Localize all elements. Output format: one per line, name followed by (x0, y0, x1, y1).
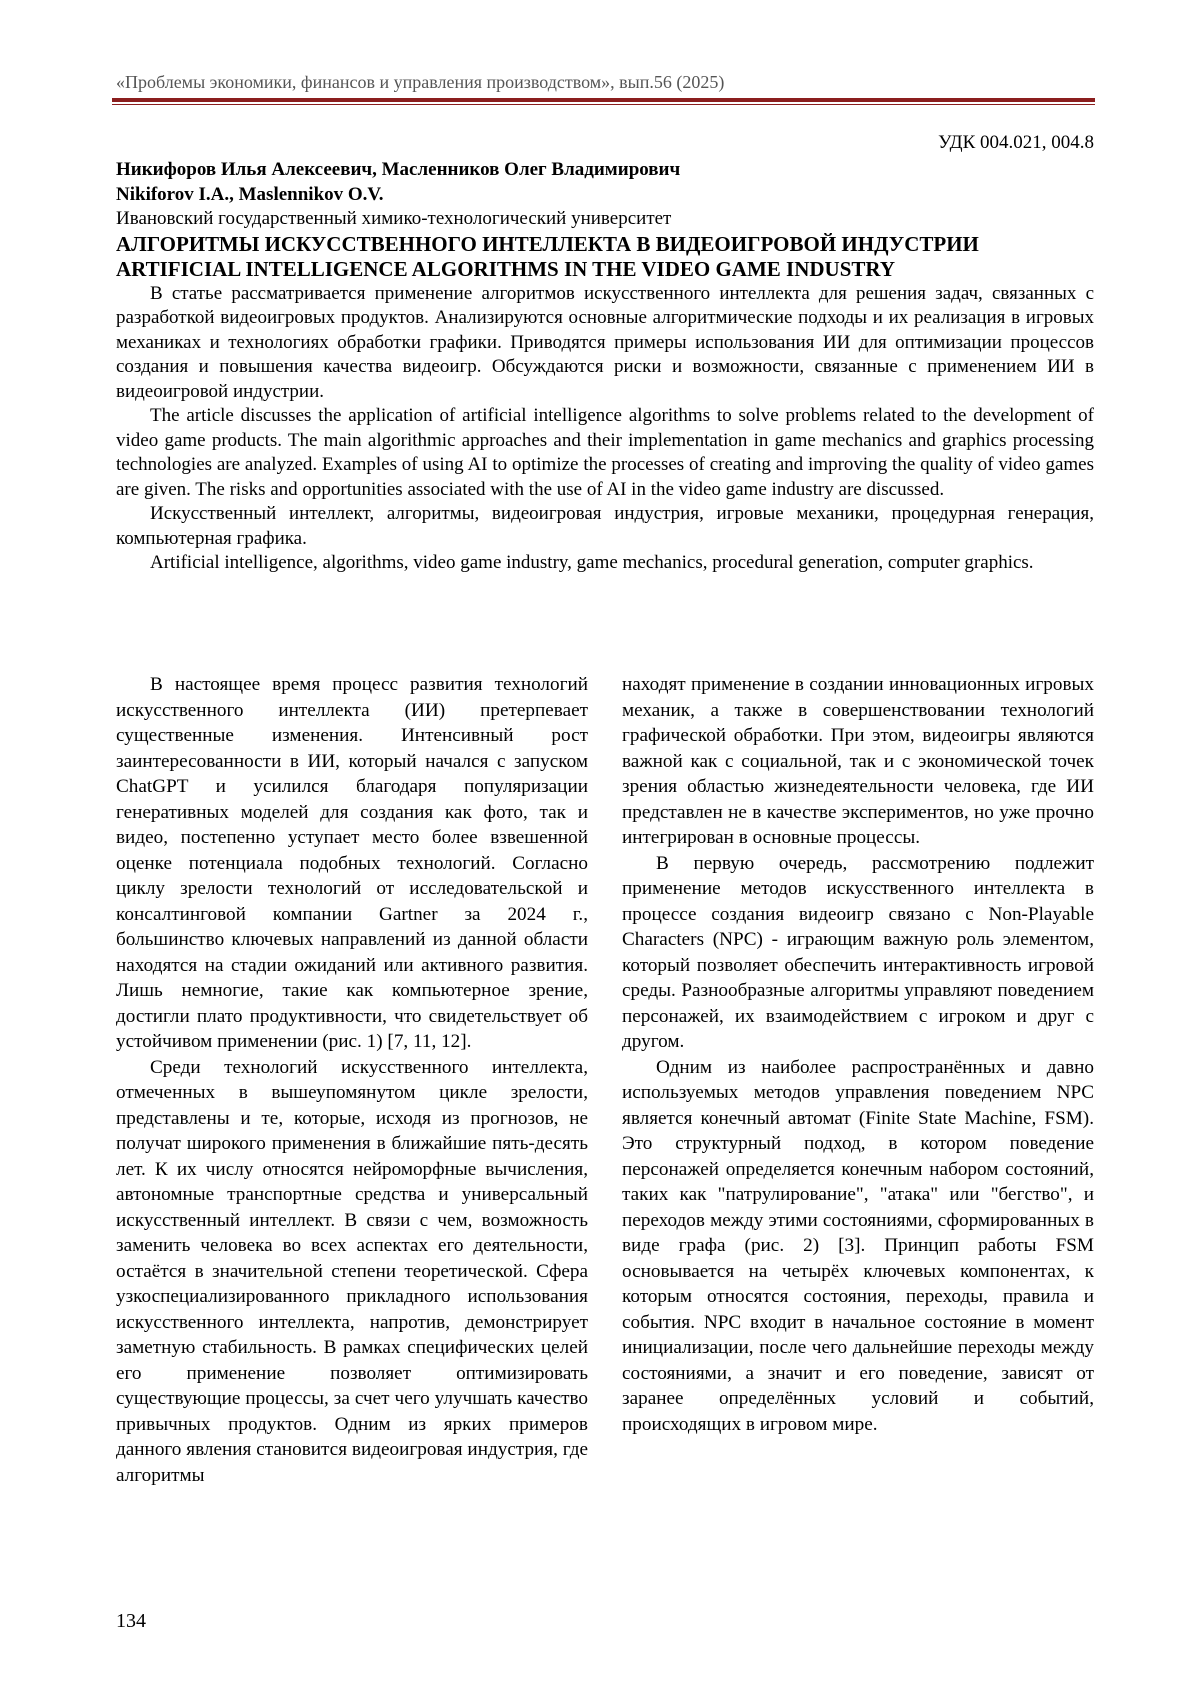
body-paragraph: В настоящее время процесс развития технологий искусственного интеллекта (ИИ) претерпевает существенные изменения. Интенсивный рост заинтересованности в ИИ, который начался с запуском ChatGPT и усилился благодаря популяризации генеративных моделей для создания как фото, так и видео, постепенно уступает место более взвешенной оценке потенциала подобных технологий. Согласно циклу зрелости технологий от исследовательской и консалтинговой компании Gartner за 2024 г., большинство ключевых направлений из данной области находятся на стадии ожиданий или активного развития. Лишь немногие, такие как компьютерное зрение, достигли плато продуктивности, что свидетельствует об устойчивом применении (рис. 1) [7, 11, 12]. (116, 674, 588, 1052)
right-column (622, 672, 1094, 1437)
body-paragraph: В первую очередь, рассмотрению подлежит применение методов искусственного интеллекта в процессе создания видеоигр связано с Non-Playable Characters (NPC) - играющим важную роль элементом, который позволяет обеспечить интерактивность игровой среды. Разнообразные алгоритмы управляют поведением персонажей, их взаимодействием с игроком и друг с другом. (622, 852, 1094, 1052)
body-paragraph: Среди технологий искусственного интеллекта, отмеченных в вышеупомянутом цикле зрелости, представлены и те, которые, исходя из прогнозов, не получат широкого применения в ближайшие пять-десять лет. К их числу относятся нейроморфные вычисления, автономные транспортные средства и универсальный искусственный интеллект. В связи с чем, возможность заменить человека во всех аспектах его деятельности, остаётся в значительной степени теоретической. Сфера узкоспециализированного прикладного использования искусственного интеллекта, напротив, демонстрирует заметную стабильность. В рамках специфических целей его применение позволяет оптимизировать существующие процессы, за счет чего улучшать качество привычных продуктов. Одним из ярких примеров данного явления становится видеоигровая индустрия, где алгоритмы (116, 1056, 588, 1486)
affiliation: Ивановский государственный химико-технологический университет (116, 208, 672, 229)
body-paragraph-continuation: находят применение в создании инновационных игровых механик, а также в совершенствовании технологий графической обработки. При этом, видеоигры являются важной как с социальной, так и с экономической точек зрения областью жизнедеятельности человека, где ИИ представлен не в качестве экспериментов, но уже прочно интегрирован в основные процессы. (622, 674, 1094, 848)
left-column (116, 672, 588, 1488)
title-ru: АЛГОРИТМЫ ИСКУССТВЕННОГО ИНТЕЛЛЕКТА В ВИДЕОИГРОВОЙ ИНДУСТРИИ (116, 231, 979, 256)
keywords-ru: Искусственный интеллект, алгоритмы, видеоигровая индустрия, игровые механики, процедурная генерация, компьютерная графика. (116, 503, 1094, 549)
authors-en: Nikiforov I.A., Maslennikov O.V. (116, 183, 384, 205)
abstract-ru: В статье рассматривается применение алгоритмов искусственного интеллекта для решения задач, связанных с разработкой видеоигровых продуктов. Анализируются основные алгоритмические подходы и их реализация в игровых механиках и технологиях обработки графики. Приводятся примеры использования ИИ для оптимизации процессов создания и повышения качества видеоигр. Обсуждаются риски и возможности, связанные с применением ИИ в видеоигровой индустрии. (116, 282, 1094, 402)
article-front-matter (116, 158, 1094, 576)
page-number: 134 (116, 1610, 146, 1632)
abstract-en: The article discusses the application of artificial intelligence algorithms to solve problems related to the development of video game products. The main algorithmic approaches and their implementation in game mechanics and graphics processing technologies are analyzed. Examples of using AI to optimize the processes of creating and improving the quality of video games are given. The risks and opportunities associated with the use of AI in the video game industry are discussed. (116, 405, 1094, 500)
header-rule (112, 98, 1095, 102)
udk-code: УДК 004.021, 004.8 (938, 132, 1094, 153)
authors-ru: Никифоров Илья Алексеевич, Масленников Олег Владимирович (116, 159, 681, 180)
keywords-en: Artificial intelligence, algorithms, video game industry, game mechanics, procedural generation, computer graphics. (150, 552, 1034, 573)
body-paragraph: Одним из наиболее распространённых и давно используемых методов управления поведением NPC является конечный автомат (Finite State Machine, FSM). Это структурный подход, в котором поведение персонажей определяется конечным набором состояний, таких как "патрулирование", "атака" или "бегство", и переходов между этими состояниями, сформированных в виде графа (рис. 2) [3]. Принцип работы FSM основывается на четырёх ключевых компонентах, к которым относятся состояния, переходы, правила и события. NPC входит в начальное состояние в момент инициализации, после чего дальнейшие переходы между состояниями, а значит и его поведение, зависят от заранее определённых условий и событий, происходящих в игровом мире. (622, 1056, 1094, 1435)
title-en: ARTIFICIAL INTELLIGENCE ALGORITHMS IN THE VIDEO GAME INDUSTRY (116, 256, 895, 281)
journal-header: «Проблемы экономики, финансов и управления производством», вып.56 (2025) (116, 72, 725, 92)
header-rule-thin (112, 104, 1095, 105)
